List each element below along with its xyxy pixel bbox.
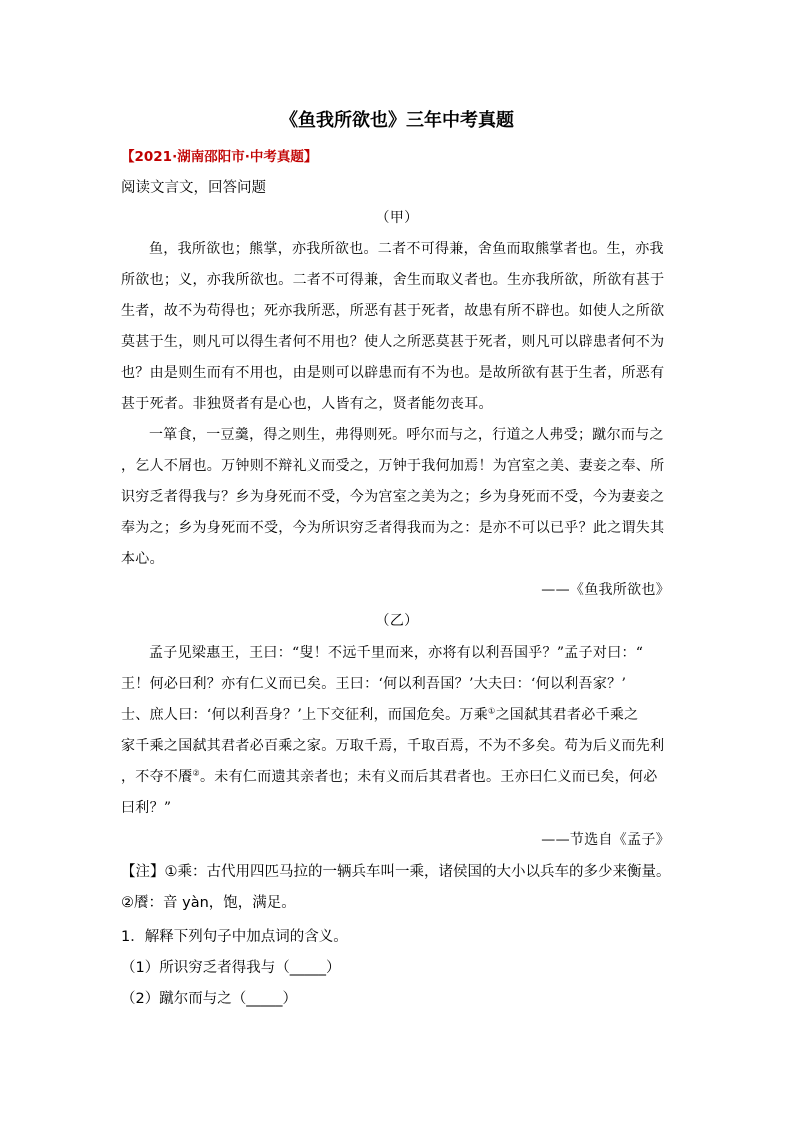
- passage-line: 本心。: [121, 551, 164, 567]
- part-b-source: ——节选自《孟子》: [541, 832, 670, 848]
- note-line: ②餍：音 yàn，饱，满足。: [121, 895, 296, 911]
- part-b-heading: （乙）: [375, 613, 419, 629]
- note-line: 【注】①乘：古代用四匹马拉的一辆兵车叫一乘，诸侯国的大小以兵车的多少来衡量。: [121, 864, 671, 880]
- question-item: （2）蹴尔而与之（_____）: [121, 991, 297, 1007]
- part-a-source: ——《鱼我所欲也》: [541, 582, 670, 598]
- passage-line: 也？由是则生而有不用也，由是则可以辟患而有不为也。是故所欲有甚于生者，所恶有: [121, 365, 665, 381]
- passage-line: 家千乘之国弑其君者必百乘之家。万取千焉，千取百焉，不为不多矣。苟为后义而先利: [121, 738, 665, 754]
- question-item: （1）所识穷乏者得我与（_____）: [121, 960, 341, 976]
- passage-line: 士、庶人曰：‘何以利吾身？’上下交征利，而国危矣。万乘①之国弑其君者必千乘之: [121, 706, 639, 723]
- passage-line: 孟子见梁惠王，王曰：“叟！不远千里而来，亦将有以利吾国乎？”孟子对曰：“: [149, 645, 644, 661]
- passage-line: 甚于死者。非独贤者有是心也，人皆有之，贤者能勿丧耳。: [121, 396, 493, 412]
- passage-line: 鱼，我所欲也；熊掌，亦我所欲也。二者不可得兼，舍鱼而取熊掌者也。生，亦我: [149, 241, 664, 257]
- source-tag: 【2021·湖南邵阳市·中考真题】: [121, 149, 318, 165]
- page-title: 《鱼我所欲也》三年中考真题: [280, 110, 514, 131]
- part-a-heading: （甲）: [375, 210, 419, 226]
- passage-line: 莫甚于生，则凡可以得生者何不用也？使人之所恶莫甚于死者，则凡可以辟患者何不为: [121, 334, 665, 350]
- passage-line: 一箪食，一豆羹，得之则生，弗得则死。呼尔而与之，行道之人弗受；蹴尔而与之: [149, 427, 664, 443]
- passage-line: 曰利？”: [121, 800, 172, 816]
- passage-line: 奉为之；乡为身死而不受，今为所识穷乏者得我而为之：是亦不可以已乎？此之谓失其: [121, 520, 665, 536]
- footnote-marker: ②: [192, 768, 200, 778]
- passage-line: 所欲也；义，亦我所欲也。二者不可得兼，舍生而取义者也。生亦我所欲，所欲有甚于: [121, 272, 665, 288]
- passage-line: 生者，故不为苟得也；死亦我所恶，所恶有甚于死者，故患有所不辟也。如使人之所欲: [121, 303, 665, 319]
- passage-line: 识穷乏者得我与？乡为身死而不受，今为宫室之美为之；乡为身死而不受，今为妻妾之: [121, 489, 665, 505]
- passage-line: ，乞人不屑也。万钟则不辩礼义而受之，万钟于我何加焉！为宫室之美、妻妾之奉、所: [121, 458, 665, 474]
- passage-line: 王！何必曰利？亦有仁义而已矣。王曰：‘何以利吾国？’大夫曰：‘何以利吾家？’: [121, 676, 627, 692]
- question-1: 1．解释下列句子中加点词的含义。: [121, 929, 348, 945]
- footnote-marker: ①: [488, 706, 496, 716]
- passage-line: ，不夺不餍②。未有仁而遗其亲者也；未有义而后其君者也。王亦曰仁义而已矣，何必: [121, 768, 658, 785]
- instruction-text: 阅读文言文，回答问题: [121, 180, 266, 196]
